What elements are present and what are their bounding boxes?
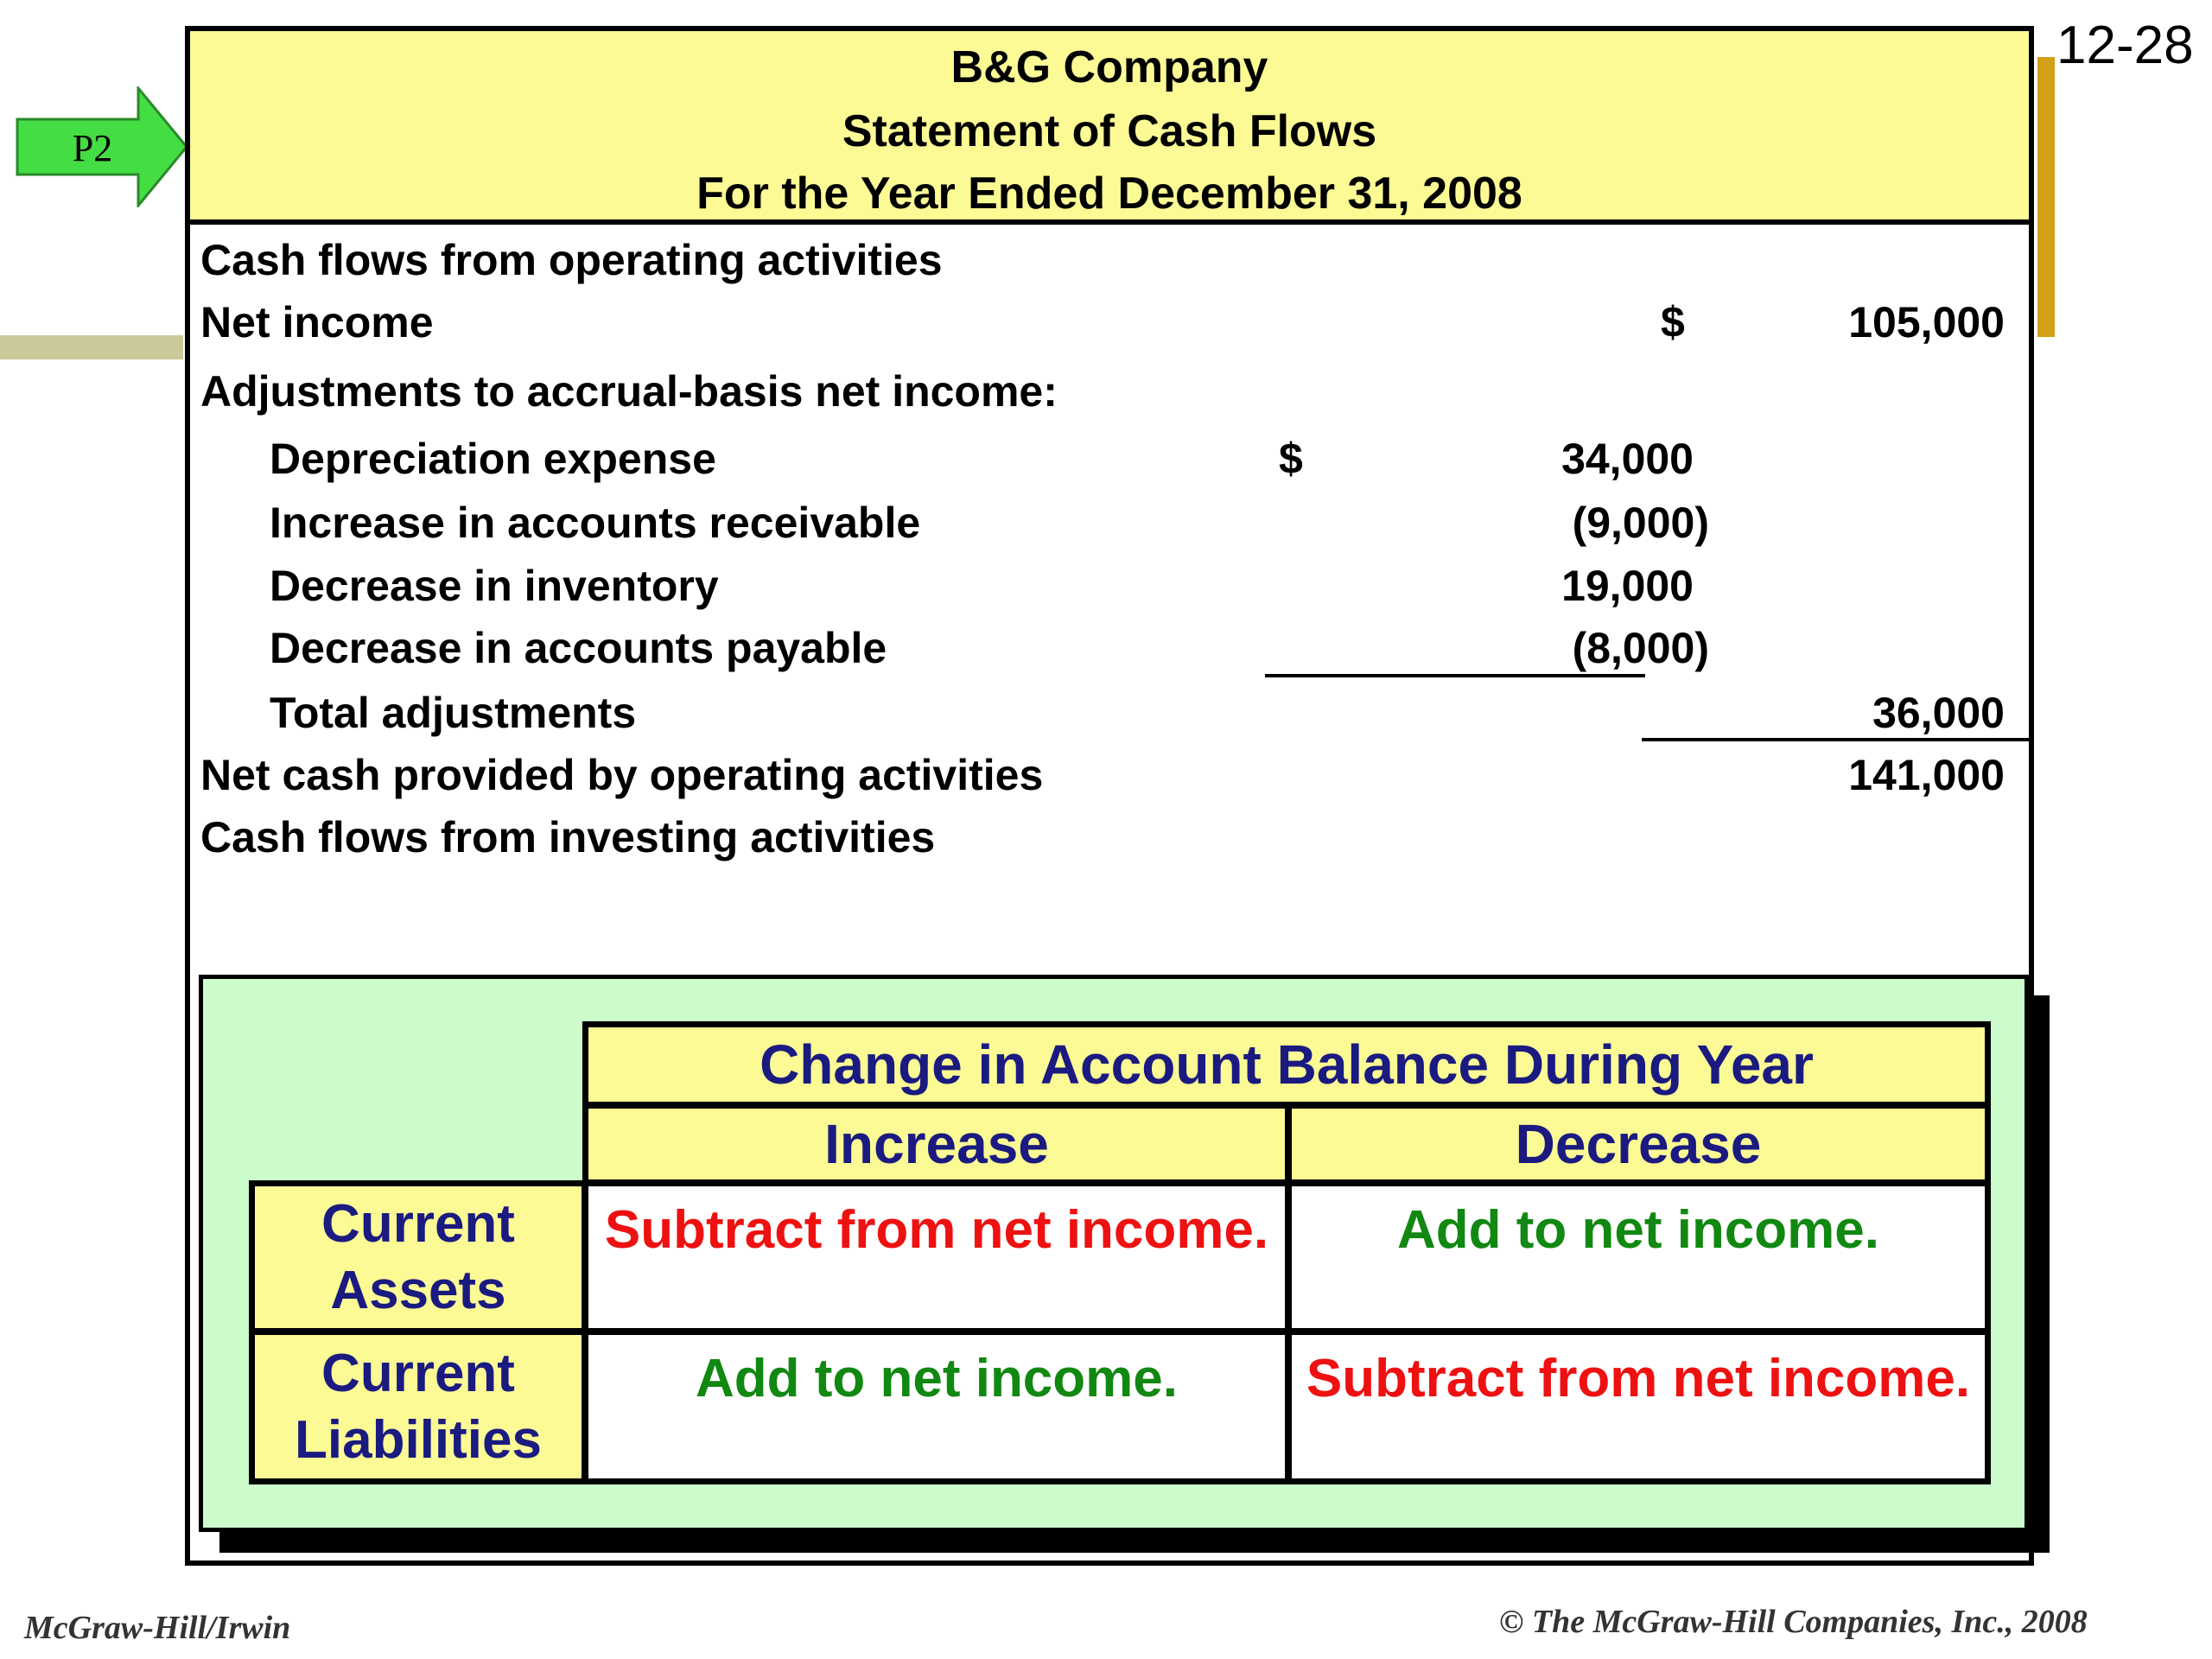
net-income-label: Net income — [200, 298, 434, 346]
adjustment-amount: (8,000) — [1572, 624, 1709, 672]
assets-decrease-rule: Add to net income. — [1286, 1180, 1991, 1334]
liabilities-decrease-rule: Subtract from net income. — [1286, 1329, 1991, 1484]
row-header-current-liabilities: Current Liabilities — [249, 1329, 588, 1484]
net-cash-operating-label: Net cash provided by operating activities — [200, 751, 1044, 799]
adjustment-label: Increase in accounts receivable — [270, 499, 921, 547]
adjustments-heading: Adjustments to accrual-basis net income: — [200, 367, 1058, 416]
row-header-current-assets: Current Assets — [249, 1180, 588, 1334]
statement-header — [190, 31, 2029, 225]
footer-publisher: McGraw-Hill/Irwin — [24, 1610, 291, 1646]
statement-title: Statement of Cash Flows — [842, 106, 1377, 156]
assets-increase-rule: Subtract from net income. — [582, 1180, 1291, 1334]
net-income-currency: $ — [1661, 298, 1685, 346]
adjustment-amount: 19,000 — [1561, 562, 1694, 610]
total-rule — [1642, 738, 2029, 741]
change-table-title: Change in Account Balance During Year — [582, 1021, 1991, 1108]
total-adjustments-amount: 36,000 — [1872, 689, 2005, 737]
operating-heading: Cash flows from operating activities — [200, 236, 943, 284]
adjustment-label: Decrease in accounts payable — [270, 624, 887, 672]
adjustment-label: Depreciation expense — [270, 435, 716, 483]
adjustment-amount: 34,000 — [1561, 435, 1694, 483]
subtotal-rule — [1265, 674, 1645, 677]
decorative-accent-bar — [2037, 57, 2055, 337]
investing-heading: Cash flows from investing activities — [200, 813, 936, 861]
footer-copyright: © The McGraw-Hill Companies, Inc., 2008 — [1499, 1604, 2088, 1640]
statement-period: For the Year Ended December 31, 2008 — [696, 168, 1522, 219]
company-name: B&G Company — [950, 42, 1268, 92]
net-cash-operating-amount: 141,000 — [1848, 751, 2005, 799]
liabilities-increase-rule: Add to net income. — [582, 1329, 1291, 1484]
slide-number: 12-28 — [2056, 16, 2194, 75]
col-header-increase: Increase — [582, 1103, 1291, 1185]
adjustment-amount: (9,000) — [1572, 499, 1709, 547]
decorative-line — [0, 335, 183, 359]
net-income-amount: 105,000 — [1848, 298, 2005, 346]
total-adjustments-label: Total adjustments — [270, 689, 637, 737]
col-header-decrease: Decrease — [1286, 1103, 1991, 1185]
adjustment-currency: $ — [1279, 435, 1303, 483]
adjustment-label: Decrease in inventory — [270, 562, 719, 610]
p2-tag-label: P2 — [72, 127, 113, 169]
